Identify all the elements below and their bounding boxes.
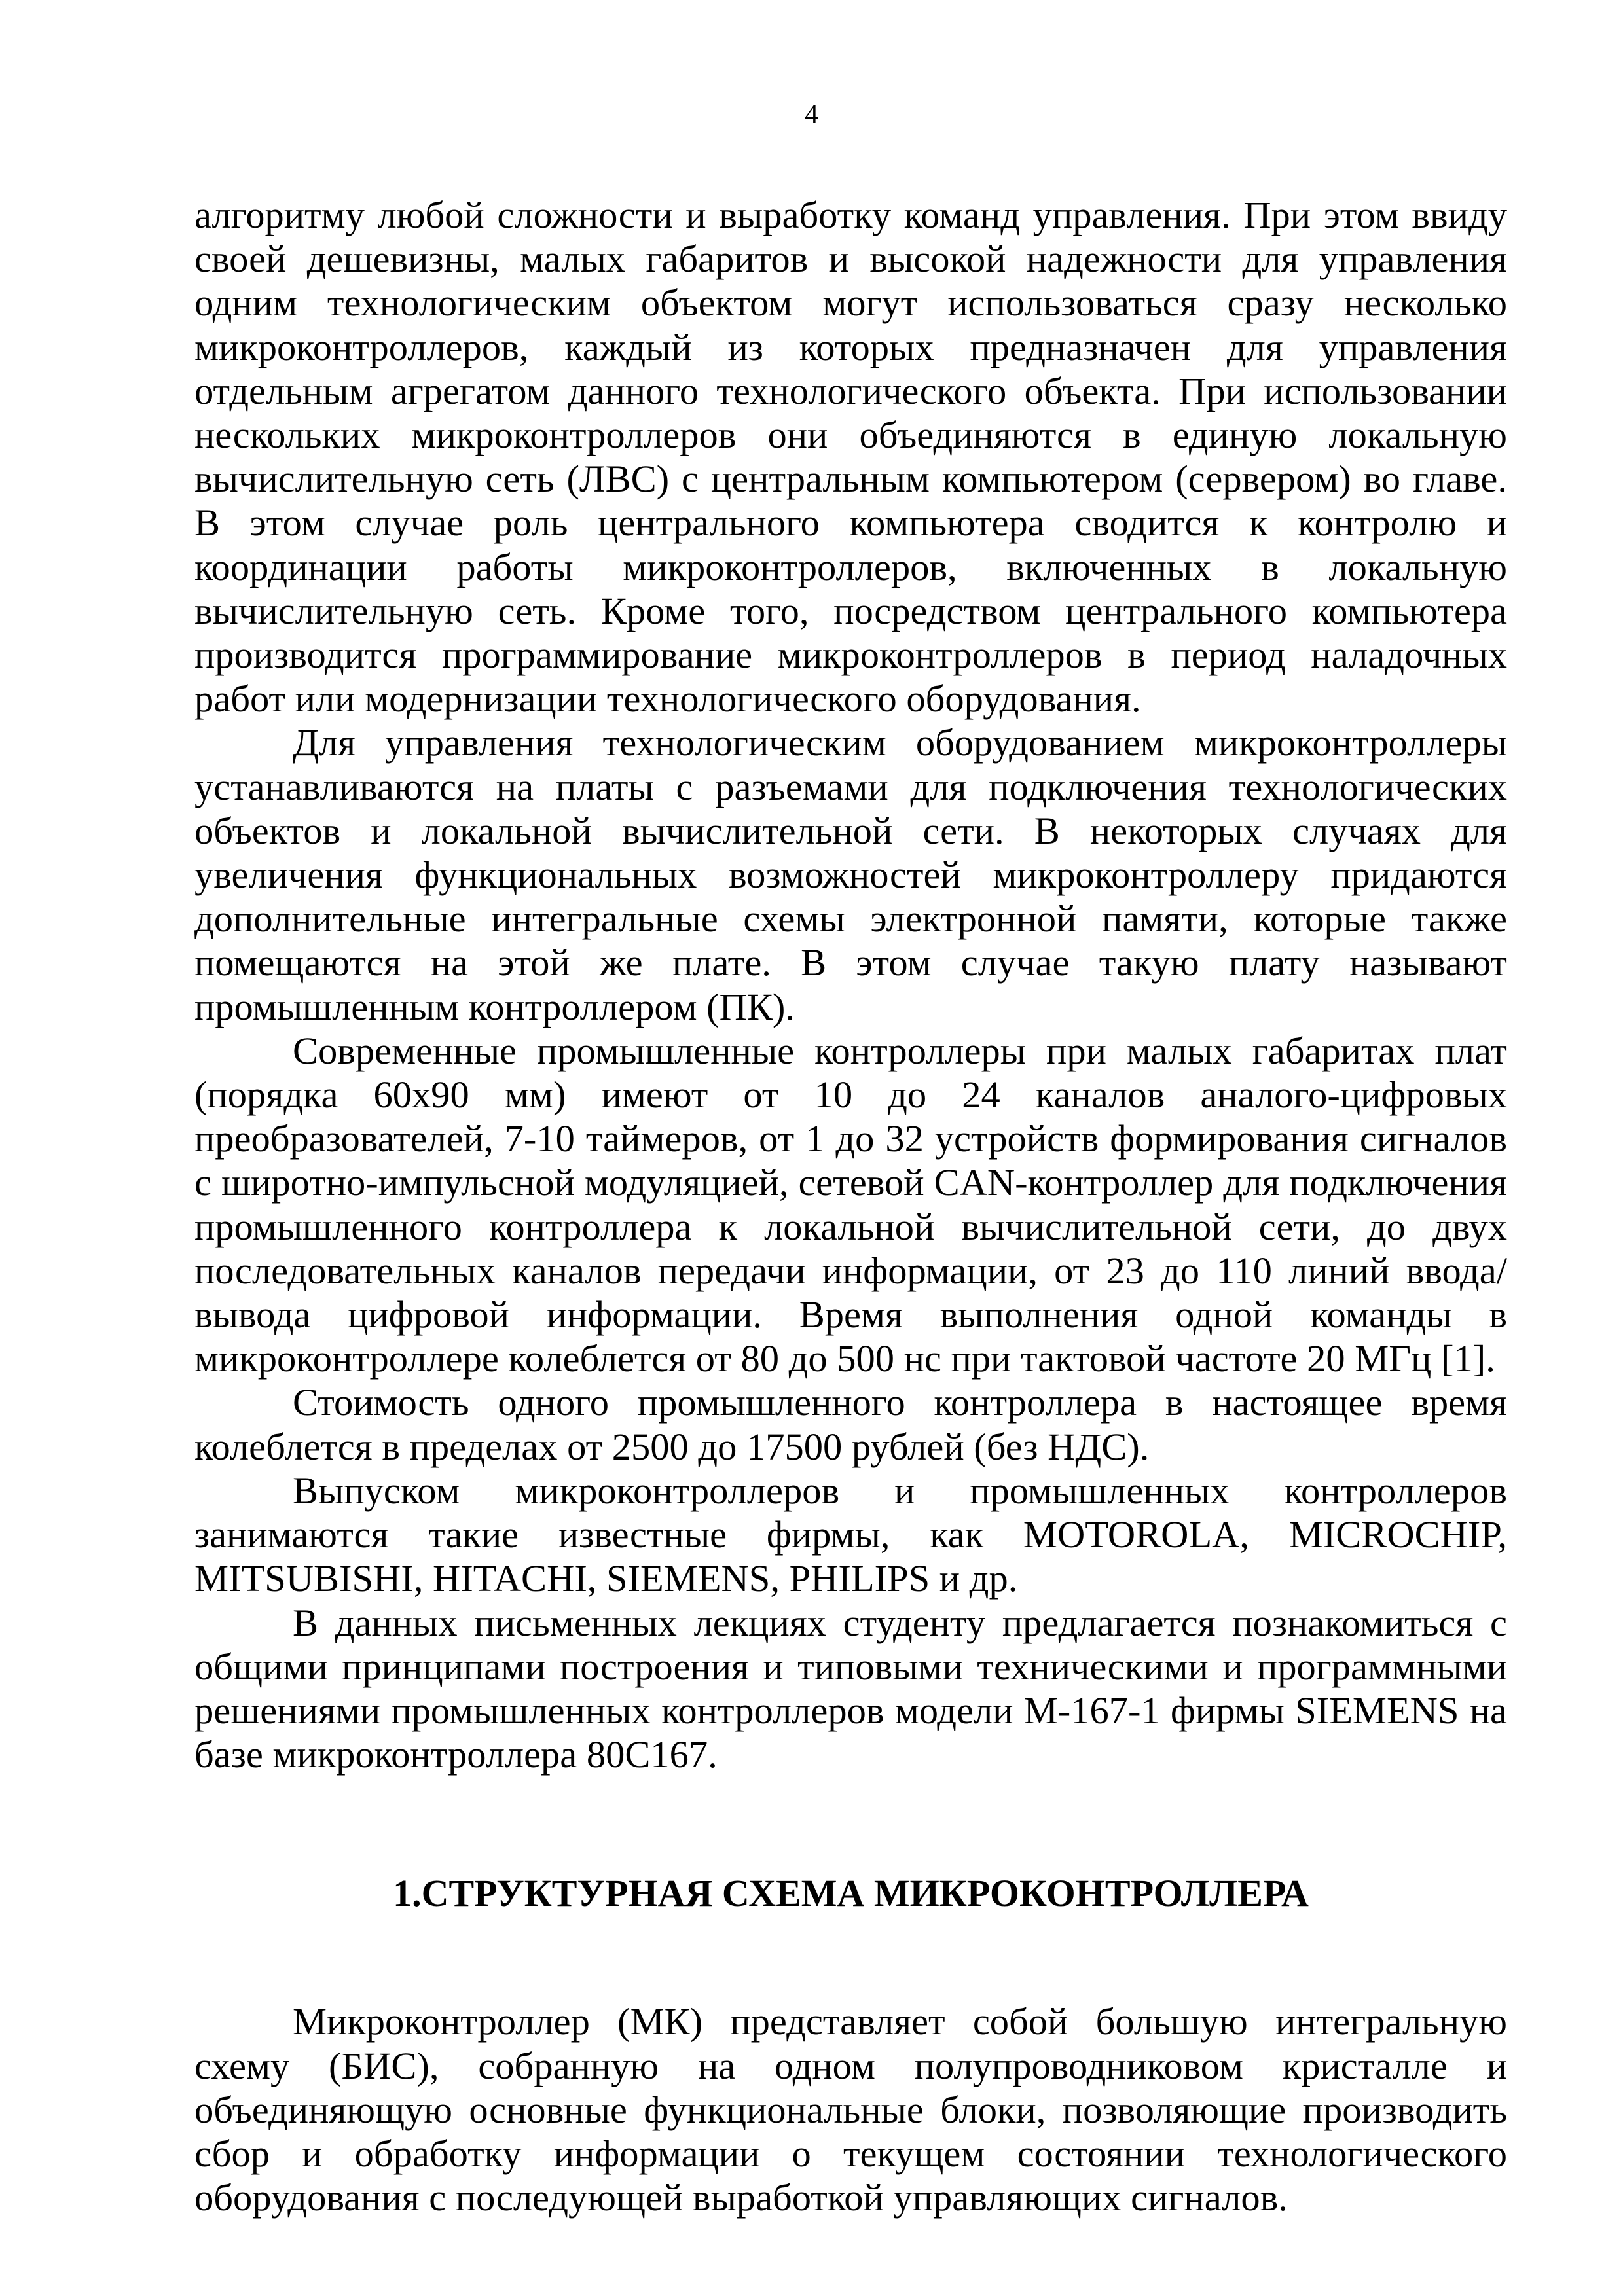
paragraph-manufacturers: Выпуском микроконтроллеров и промышленных контроллеров занимаются такие известные фирмы, как MOTOROLA, MICROCHIP, MITSUBISHI, HITACHI, SIEMENS, PHILIPS и др. (194, 1469, 1507, 1600)
section-heading: 1.СТРУКТУРНАЯ СХЕМА МИКРОКОНТРОЛЛЕРА (393, 1872, 1309, 1915)
document-body (194, 193, 1507, 2219)
page-number: 4 (805, 99, 818, 130)
paragraph-lecture-scope: В данных письменных лекциях студенту предлагается познакомиться с общими принципами построения и типовыми техническими и программными решениями промышленных контроллеров модели М-167-1 фирмы SIEMENS на базе микроконтроллера 80С167. (194, 1601, 1507, 1776)
paragraph-cost: Стоимость одного промышленного контроллера в настоящее время колеблется в пределах от 2500 до 17500 рублей (без НДС). (194, 1381, 1507, 1468)
paragraph-mcu-definition: Микроконтроллер (МК) представляет собой большую интегральную схему (БИС), собранную на одном полупроводниковом кристалле и объединяющую основные функциональные блоки, позволяющие производить сбор и обработку информации о текущем состоянии технологического оборудования с последующей выработкой управляющих сигналов. (194, 2000, 1507, 2219)
paragraph-continuation: алгоритму любой сложности и выработку команд управления. При этом ввиду своей дешевизны, малых габаритов и высокой надежности для управления одним технологическим объектом могут использоваться сразу несколько микроконтроллеров, каждый из которых предназначен для управления отдельным агрегатом данного технологического объекта. При использовании нескольких микроконтроллеров они объединяются в единую локальную вычислительную сеть (ЛВС) с центральным компьютером (сервером) во главе. В этом случае роль центрального компьютера сводится к контролю и координации работы микроконтроллеров, включенных в локальную вычислительную сеть. Кроме того, посредством центрального компьютера производится программирование микроконтроллеров в период наладочных работ или модернизации технологического оборудования. (194, 194, 1507, 721)
paragraph-specifications: Современные промышленные контроллеры при малых габаритах плат (порядка 60x90 мм) имеют от 10 до 24 каналов аналого-цифровых преобразователей, 7-10 таймеров, от 1 до 32 устройств формирования сигналов с широтно-импульсной модуляцией, сетевой CAN-контроллер для подключения промышленного контроллера к локальной вычислительной сети, до двух последовательных каналов передачи информации, от 23 до 110 линий ввода/вывода цифровой информации. Время выполнения одной команды в микроконтроллере колеблется от 80 до 500 нс при тактовой частоте 20 МГц [1]. (194, 1029, 1507, 1380)
paragraph-boards: Для управления технологическим оборудованием микроконтроллеры устанавливаются на платы с разъемами для подключения технологических объектов и локальной вычислительной сети. В некоторых случаях для увеличения функциональных возможностей микроконтроллеру придаются дополнительные интегральные схемы электронной памяти, которые также помещаются на этой же плате. В этом случае такую плату называют промышленным контроллером (ПК). (194, 721, 1507, 1028)
